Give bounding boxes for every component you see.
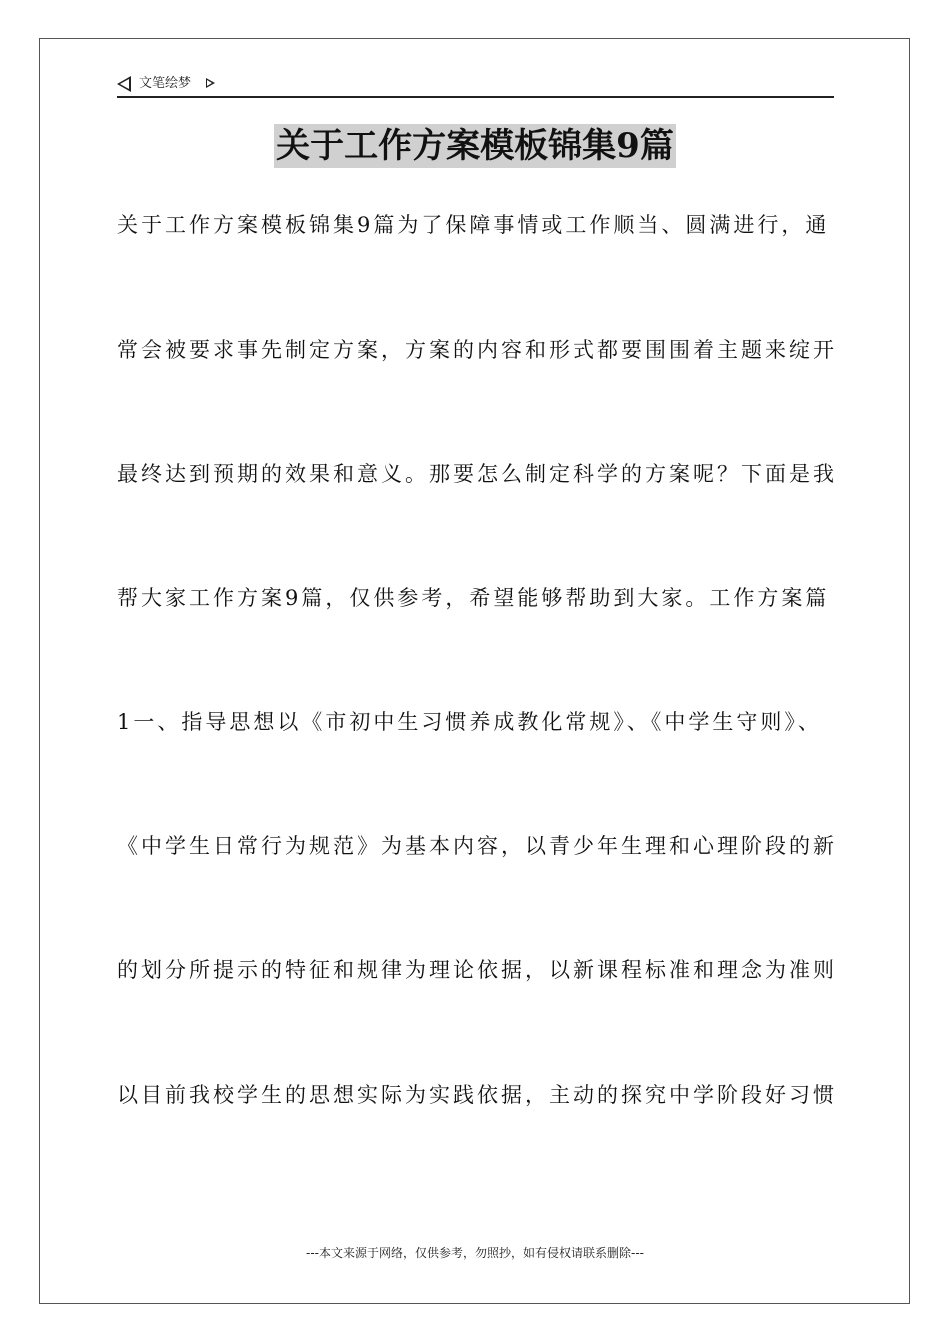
- document-title: [0, 124, 950, 168]
- body-line-4: 帮大家工作方案9篇，仅供参考，希望能够帮助到大家。工作方案篇: [117, 586, 830, 610]
- body-line-3: 最终达到预期的效果和意义。那要怎么制定科学的方案呢？下面是我: [117, 462, 837, 486]
- body-line-1: 关于工作方案模板锦集9篇为了保障事情或工作顺当、圆满进行，通: [117, 213, 830, 237]
- body-line-2: 常会被要求事先制定方案，方案的内容和形式都要围围着主题来绽开: [117, 338, 837, 362]
- body-line-6: 《中学生日常行为规范》为基本内容，以青少年生理和心理阶段的新: [117, 834, 837, 858]
- document-title-text: 关于工作方案模板锦集9篇: [276, 126, 674, 166]
- triangle-left-icon: [117, 76, 131, 92]
- body-line-8: 以目前我校学生的思想实际为实践依据，主动的探究中学阶段好习惯: [117, 1083, 837, 1107]
- header-label: 文笔绘梦: [139, 76, 192, 91]
- body-line-5: 1一、指导思想以《市初中生习惯养成教化常规》、《中学生守则》、: [117, 710, 822, 734]
- page-footer: ---本文来源于网络，仅供参考，勿照抄，如有侵权请联系删除---: [306, 1246, 644, 1260]
- body-line-7: 的划分所提示的特征和规律为理论依据，以新课程标准和理念为准则: [117, 958, 837, 982]
- page-header: [117, 74, 834, 98]
- triangle-right-icon: [206, 78, 215, 88]
